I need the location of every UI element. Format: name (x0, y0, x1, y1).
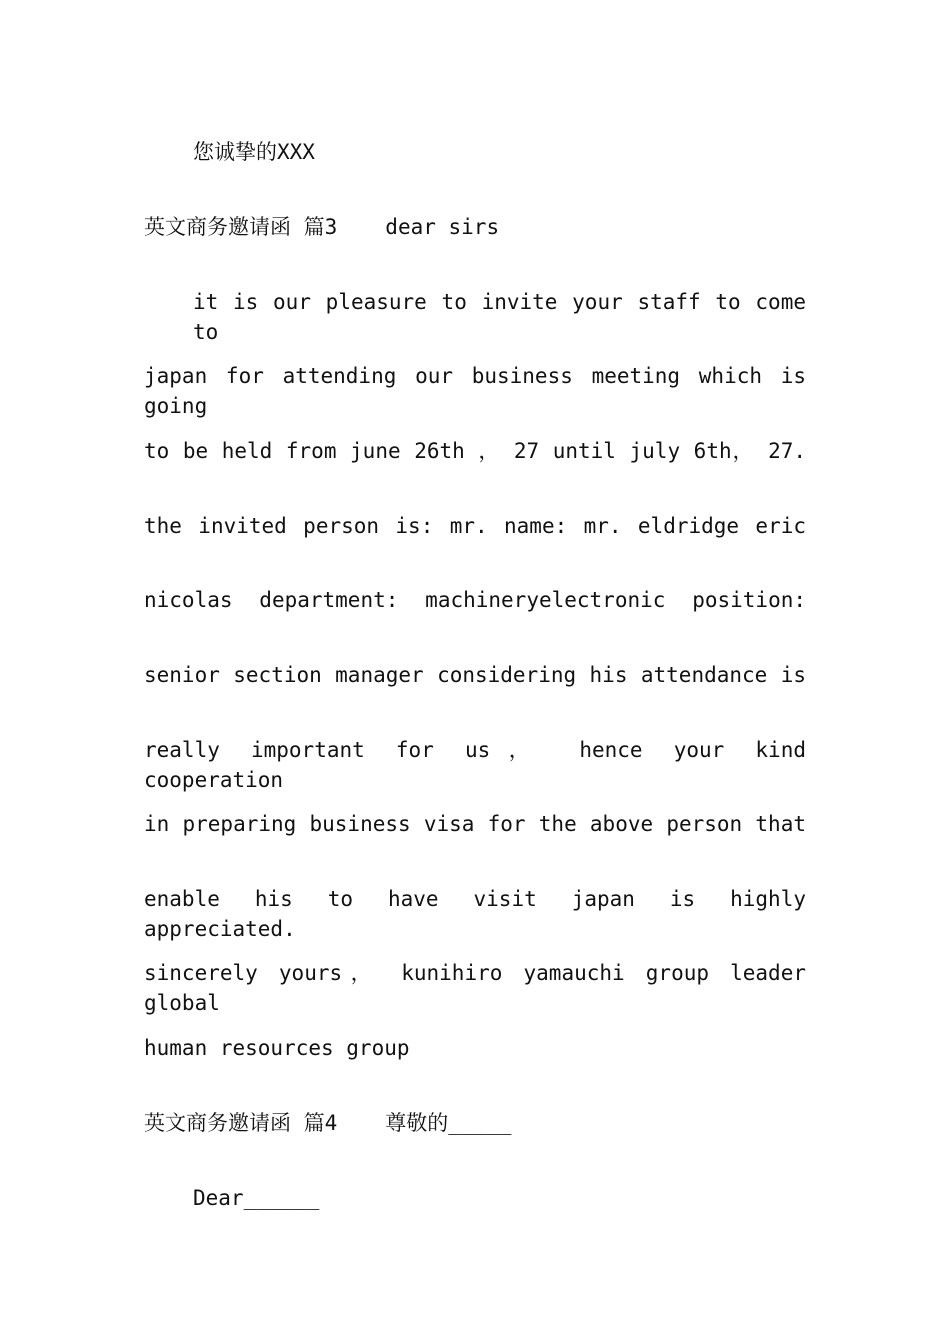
body-line: senior section manager considering his attendance is (144, 663, 806, 687)
body-last-line: human resources group (144, 1036, 410, 1060)
body-line: it is our pleasure to invite your staff to come to (193, 290, 806, 344)
section4-salutation-cn: 尊敬的_____ (385, 1111, 512, 1135)
body-line: sincerely yours， kunihiro yamauchi group leader global (144, 961, 806, 1015)
body-line: nicolas department: machineryelectronic position: (144, 588, 806, 612)
body-line: the invited person is: mr. name: mr. eldridge eric (144, 514, 806, 538)
body-line: japan for attending our business meeting which is going (144, 364, 806, 418)
section3-heading-line (144, 212, 806, 242)
section3-heading: 英文商务邀请函 篇3 (144, 215, 338, 239)
body-line: in preparing business visa for the above person that (144, 812, 806, 836)
section4-salutation-en: Dear______ (193, 1186, 320, 1210)
section4-heading: 英文商务邀请函 篇4 (144, 1111, 338, 1135)
closing-signature: 您诚挚的XXX (193, 140, 315, 164)
body-line: really important for us， hence your kind cooperation (144, 738, 806, 792)
section4-heading-line (144, 1108, 806, 1138)
body-line: enable his to have visit japan is highly appreciated. (144, 887, 806, 941)
section3-salutation: dear sirs (385, 215, 500, 239)
body-line: to be held from june 26th ， 27 until july 6th， 27. (144, 439, 806, 463)
